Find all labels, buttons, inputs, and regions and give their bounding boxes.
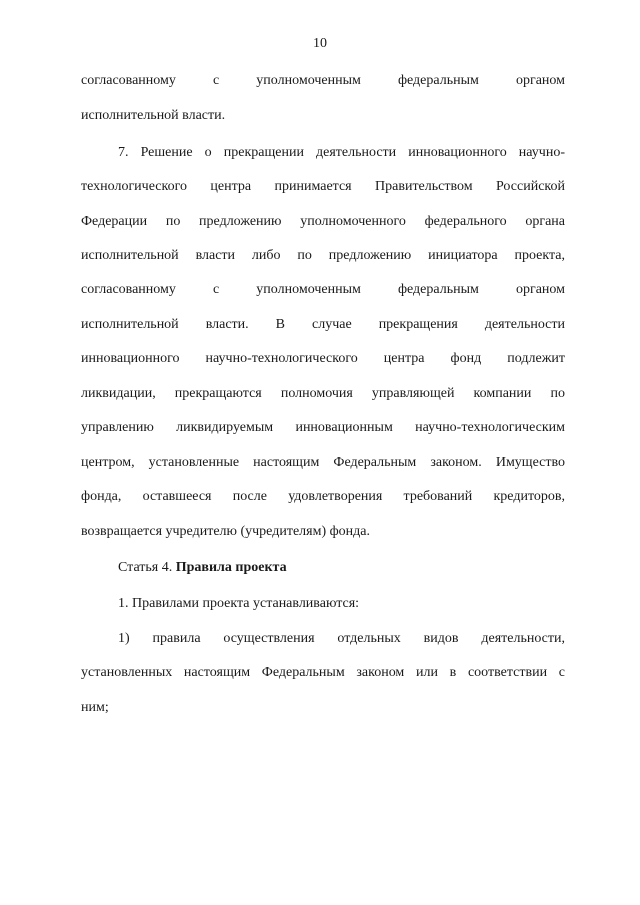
paragraph-7-line: 7. Решение о прекращении деятельности инновационного научно- <box>118 145 565 160</box>
text-line: согласованному с уполномоченным федеральным органом <box>81 73 565 88</box>
text-line: инновационного научно-технологического центра фонд подлежит <box>81 351 565 366</box>
text-line: исполнительной власти. В случае прекращения деятельности <box>81 317 565 332</box>
text-line: исполнительной власти либо по предложению инициатора проекта, <box>81 248 565 263</box>
text-line: исполнительной власти. <box>81 108 226 123</box>
clause-intro: 1. Правилами проекта устанавливаются: <box>118 596 360 611</box>
text-line: согласованному с уполномоченным федеральным органом <box>81 282 565 297</box>
article-title: Правила проекта <box>175 560 287 575</box>
text-line: управлению ликвидируемым инновационным научно-технологическим <box>81 420 565 435</box>
text-line: ним; <box>81 700 109 715</box>
text-line: технологического центра принимается Правительством Российской <box>81 179 565 194</box>
clause-item-line: 1) правила осуществления отдельных видов деятельности, <box>118 631 565 646</box>
article-prefix: Статья 4. <box>118 560 173 575</box>
text-line: фонда, оставшееся после удовлетворения требований кредиторов, <box>81 489 565 504</box>
text-line: ликвидации, прекращаются полномочия управляющей компании по <box>81 386 565 401</box>
text-line: возвращается учредителю (учредителям) фонда. <box>81 524 371 539</box>
text-line: установленных настоящим Федеральным законом или в соответствии с <box>81 665 565 680</box>
page-number: 10 <box>313 36 327 51</box>
text-line: центром, установленные настоящим Федеральным законом. Имущество <box>81 455 565 470</box>
article-heading <box>118 559 565 577</box>
text-line: Федерации по предложению уполномоченного федерального органа <box>81 214 565 229</box>
